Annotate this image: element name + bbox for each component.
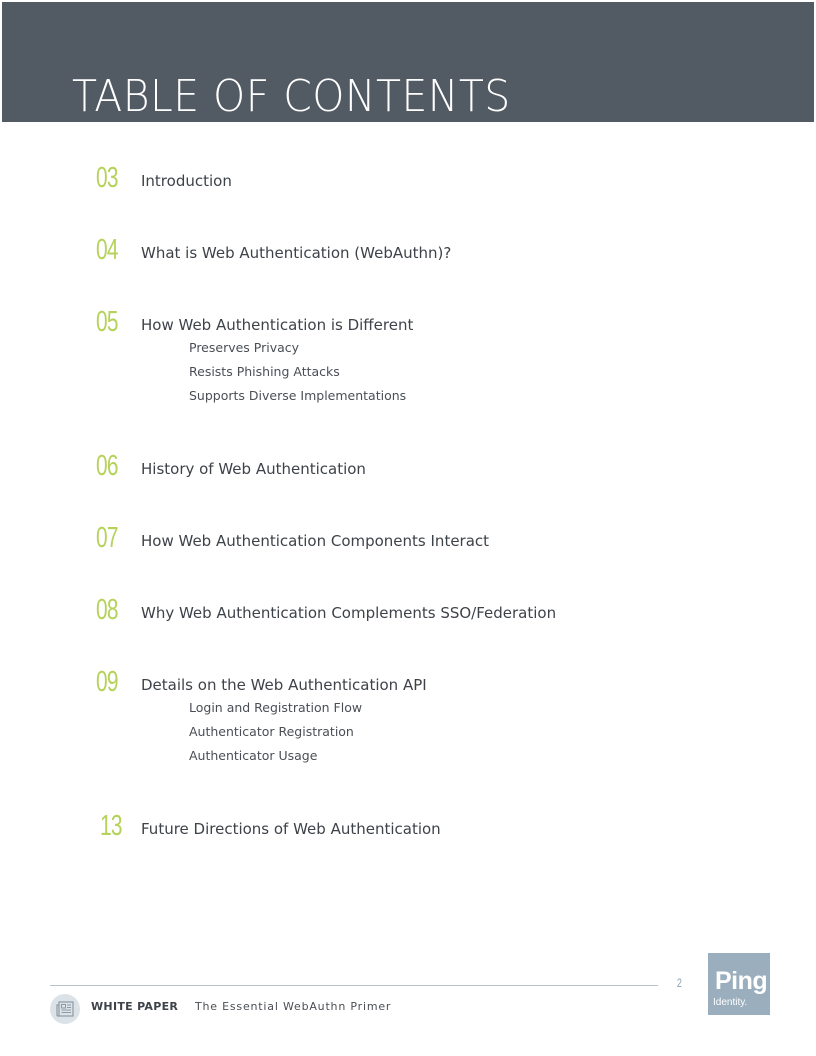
toc-page-number: 04 [96, 234, 118, 266]
toc-title[interactable]: How Web Authentication is Different [141, 316, 414, 334]
toc-title[interactable]: How Web Authentication Components Interact [141, 532, 490, 550]
toc-title[interactable]: Why Web Authentication Complements SSO/Federation [141, 604, 557, 622]
toc-page-number: 06 [96, 450, 118, 482]
toc-title[interactable]: Introduction [141, 172, 232, 190]
toc-title[interactable]: Future Directions of Web Authentication [141, 820, 441, 838]
document-title: The Essential WebAuthn Primer [195, 1000, 392, 1013]
toc-page-number: 05 [96, 306, 118, 338]
toc-page-number: 09 [96, 666, 118, 698]
toc-title[interactable]: Details on the Web Authentication API [141, 676, 427, 694]
toc-page-number: 03 [96, 162, 118, 194]
toc-subsection[interactable]: Resists Phishing Attacks [189, 364, 340, 379]
toc-page-number: 08 [96, 594, 118, 626]
toc-subsection[interactable]: Authenticator Usage [189, 748, 318, 763]
document-type-label: WHITE PAPER [91, 1000, 179, 1013]
toc-subsection[interactable]: Preserves Privacy [189, 340, 300, 355]
toc-title[interactable]: History of Web Authentication [141, 460, 366, 478]
toc-page-number: 13 [100, 810, 122, 842]
logo-subtitle: Identity. [713, 997, 748, 1008]
toc-subsection[interactable]: Authenticator Registration [189, 724, 354, 739]
header-banner [2, 2, 814, 122]
toc-subsection[interactable]: Supports Diverse Implementations [189, 388, 407, 403]
toc-subsection[interactable]: Login and Registration Flow [189, 700, 363, 715]
toc-title[interactable]: What is Web Authentication (WebAuthn)? [141, 244, 452, 262]
page-number: 2 [676, 976, 682, 990]
toc-page-number: 07 [96, 522, 118, 554]
page-title: TABLE OF CONTENTS [72, 71, 511, 122]
ping-identity-logo [708, 953, 770, 1015]
logo-wordmark: Ping [715, 967, 768, 995]
footer-divider [50, 985, 658, 986]
newspaper-icon [50, 994, 80, 1024]
